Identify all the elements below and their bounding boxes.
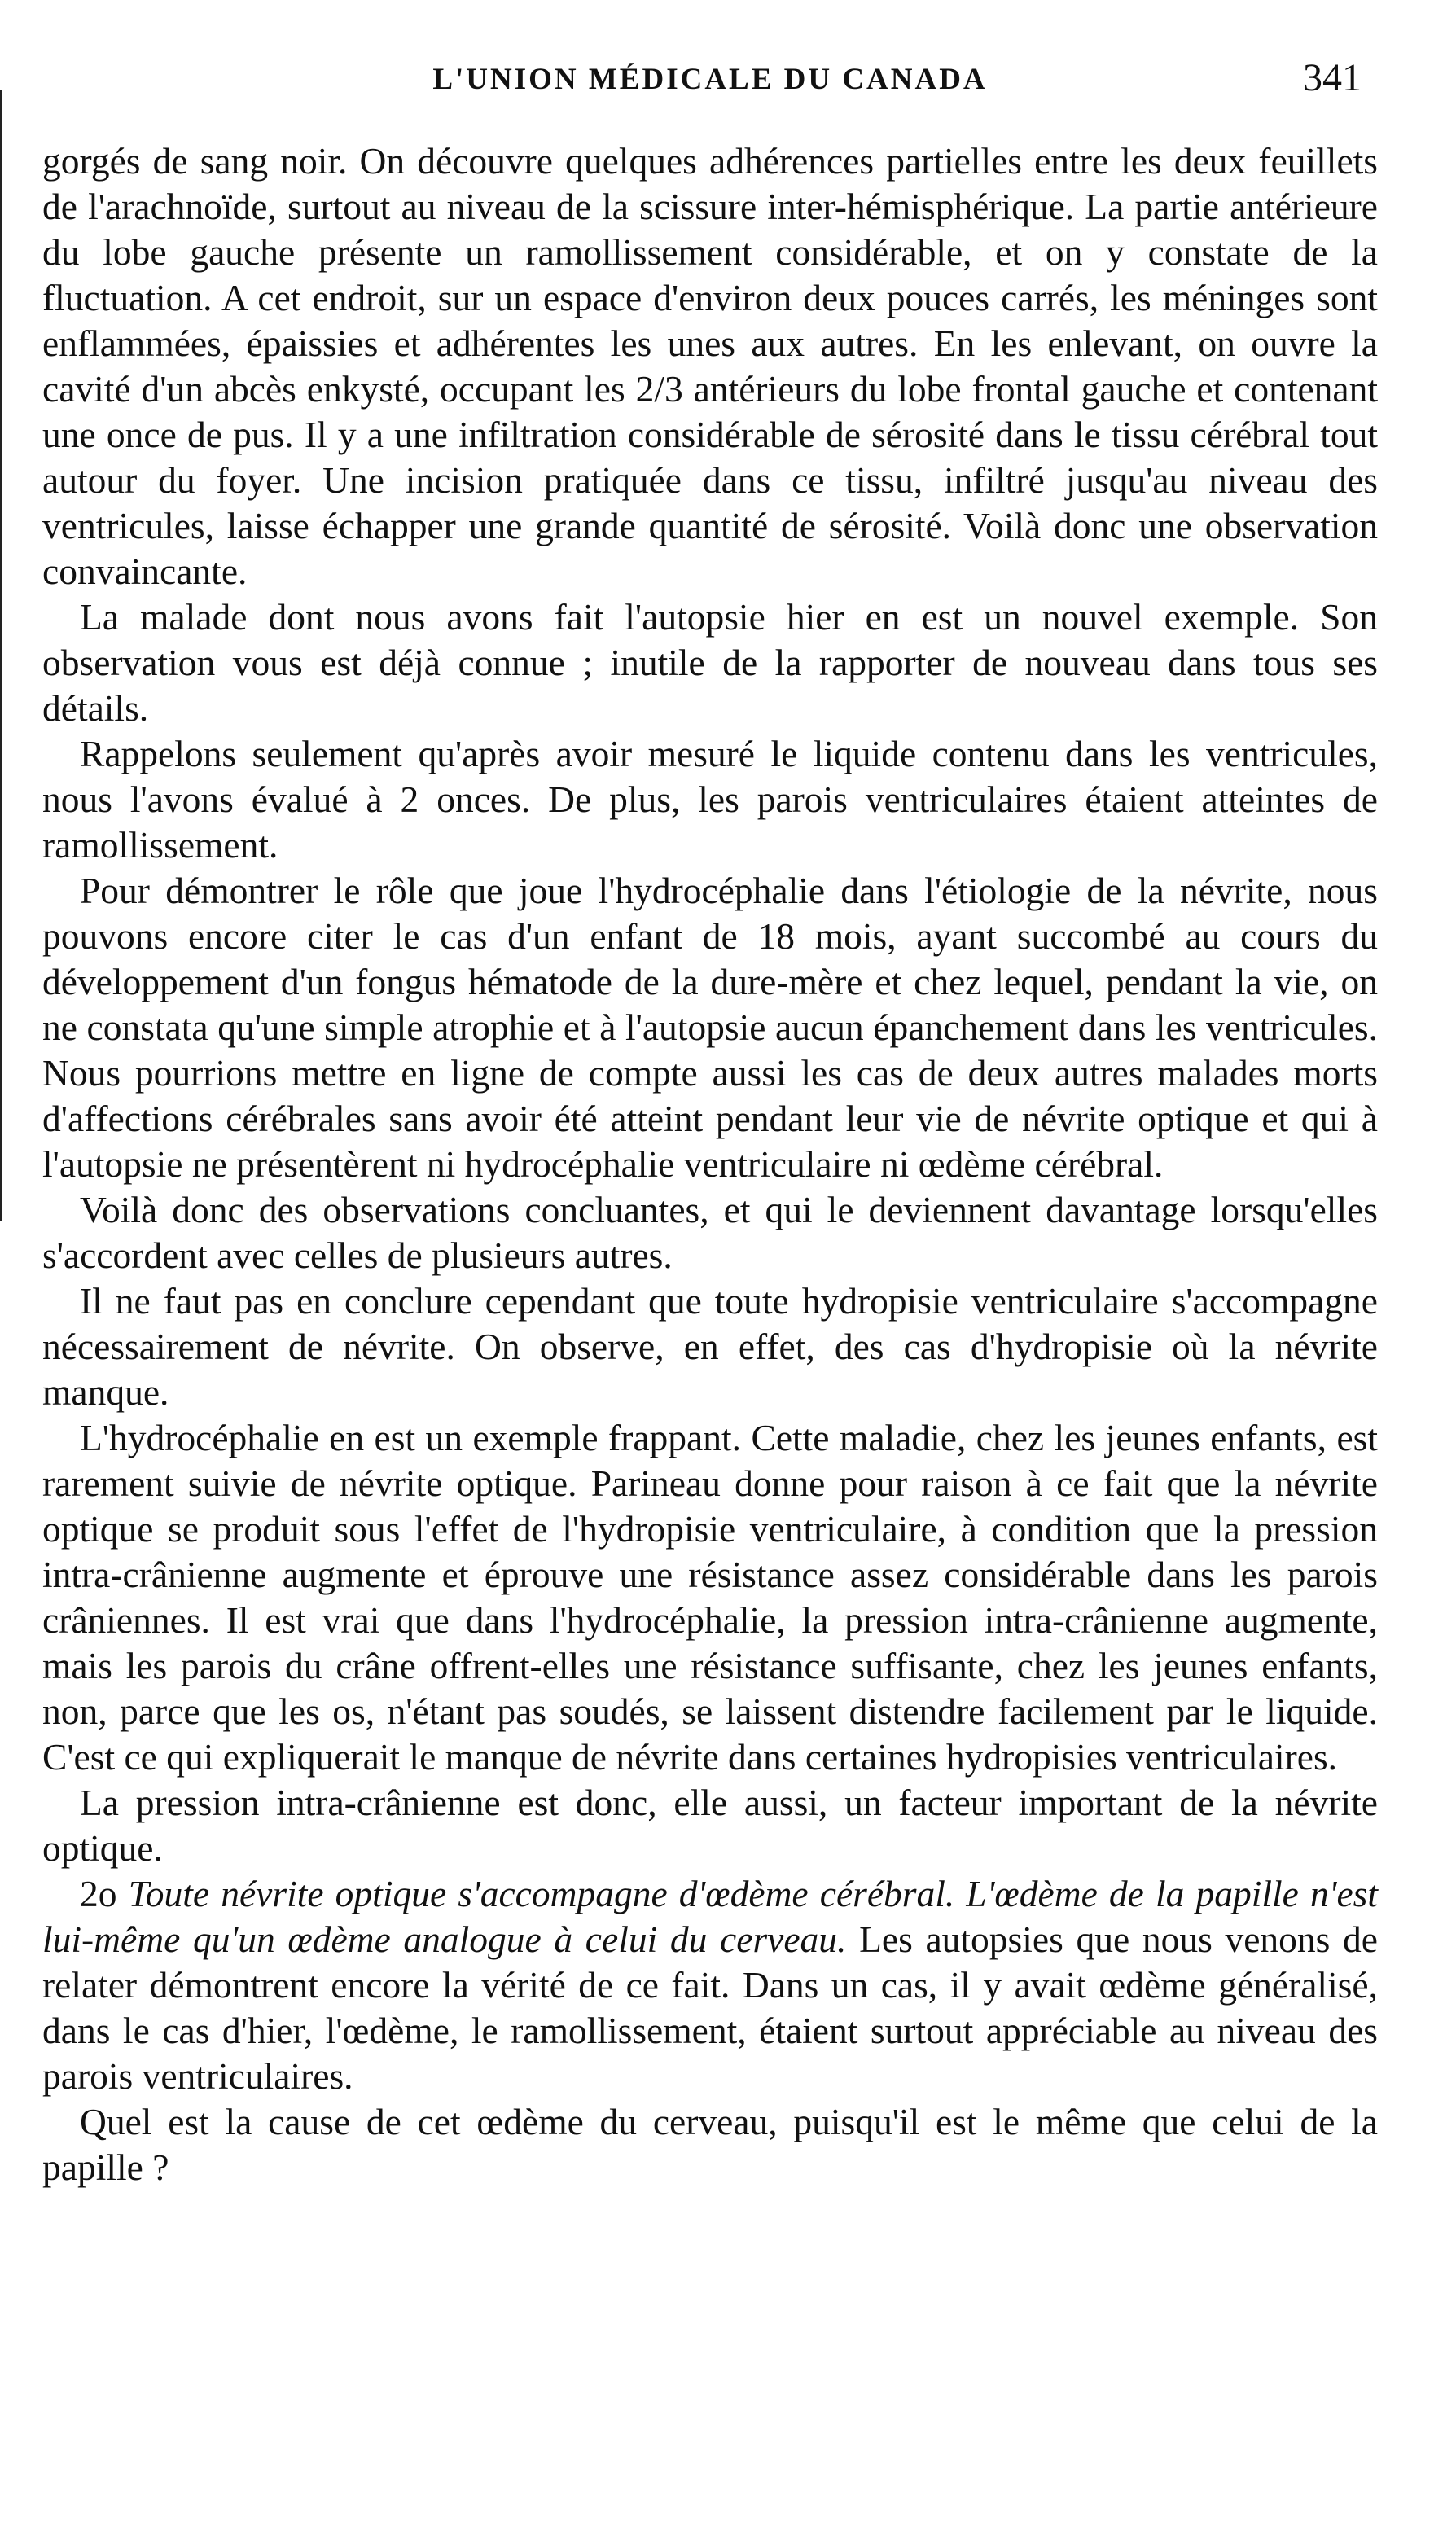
running-title: L'UNION MÉDICALE DU CANADA [432,63,988,96]
proposition-number: 2o [80,1873,117,1914]
proposition-statement: Toute névrite optique s'accompagne d'œdème cérébral. L'œdème de la papille n'est lui-même qu'un œdème analogue à celui du cerveau. [42,1873,1379,1960]
paragraph-closing-question: Quel est la cause de cet œdème du cerveau, puisqu'il est le même que celui de la papille ? [42,2101,1378,2188]
paragraph-not-all-hydropsy: Il ne faut pas en conclure cependant que toute hydropisie ventriculaire s'accompagne nécessairement de névrite. On observe, en effet, des cas d'hydropisie où la névrite manque. [42,1280,1378,1413]
paragraph-new-example: La malade dont nous avons fait l'autopsie hier en est un nouvel exemple. Son observation vous est déjà connue ; inutile de la rapporter de nouveau dans tous ses détails. [42,596,1378,729]
paragraph-hydrocephaly-role: Pour démontrer le rôle que joue l'hydrocéphalie dans l'étiologie de la névrite, nous pouvons encore citer le cas d'un enfant de 18 mois, ayant succombé au cours du développement d'un fongus hématode de la dure-mère et chez lequel, pendant la vie, on ne constata qu'une simple atrophie et à l'autopsie aucun épanchement dans les ventricules. Nous pourrions mettre en ligne de compte aussi les cas de deux autres malades morts d'affections cérébrales sans avoir été atteint pendant leur vie de névrite optique et qui à l'autopsie ne présentèrent ni hydrocéphalie ventriculaire ni œdème cérébral. [42,870,1378,1185]
page-number: 341 [1303,56,1362,99]
paragraph-hydrocephaly-example: L'hydrocéphalie en est un exemple frappant. Cette maladie, chez les jeunes enfants, est rarement suivie de névrite optique. Parineau donne pour raison à ce fait que la névrite optique se produit sous l'effet de l'hydropisie ventriculaire, à condition que la pression intra-crânienne augmente et éprouve une résistance assez considérable dans les parois crâniennes. Il est vrai que dans l'hydrocéphalie, la pression intra-crânienne augmente, mais les parois du crâne offrent-elles une résistance suffisante, chez les jeunes enfants, non, parce que les os, n'étant pas soudés, se laissent distendre facilement par le liquide. C'est ce qui expliquerait le manque de névrite dans certaines hydropisies ventriculaires. [42,1417,1378,1778]
paragraph-second-proposition [42,1871,1378,2099]
running-header [42,50,1378,107]
paragraph-conclusive-observations: Voilà donc des observations concluantes, et qui le deviennent davantage lorsqu'elles s'accordent avec celles de plusieurs autres. [42,1189,1378,1276]
body-text [42,138,1378,2190]
paragraph-intracranial-pressure: La pression intra-crânienne est donc, elle aussi, un facteur important de la névrite optique. [42,1782,1378,1869]
left-margin-rule [0,90,2,1221]
proposition-evidence: Les autopsies que nous venons de relater démontrent encore la vérité de ce fait. Dans un cas, il y avait œdème généralisé, dans le cas d'hier, l'œdème, le ramollissement, étaient surtout appréciable au niveau des parois ventriculaires. [42,1918,1378,2097]
paragraph-autopsy-findings: gorgés de sang noir. On découvre quelques adhérences partielles entre les deux feuillets de l'arachnoïde, surtout au niveau de la scissure inter-hémisphérique. La partie antérieure du lobe gauche présente un ramollissement considérable, et on y constate de la fluctuation. A cet endroit, sur un espace d'environ deux pouces carrés, les méninges sont enflammées, épaissies et adhérentes les unes aux autres. En les enlevant, on ouvre la cavité d'un abcès enkysté, occupant les 2/3 antérieurs du lobe frontal gauche et contenant une once de pus. Il y a une infiltration considérable de sérosité dans le tissu cérébral tout autour du foyer. Une incision pratiquée dans ce tissu, infiltré jusqu'au niveau des ventricules, laisse échapper une grande quantité de sérosité. Voilà donc une observation convaincante. [42,140,1378,592]
paragraph-ventricular-fluid: Rappelons seulement qu'après avoir mesuré le liquide contenu dans les ventricules, nous l'avons évalué à 2 onces. De plus, les parois ventriculaires étaient atteintes de ramollissement. [42,733,1378,866]
